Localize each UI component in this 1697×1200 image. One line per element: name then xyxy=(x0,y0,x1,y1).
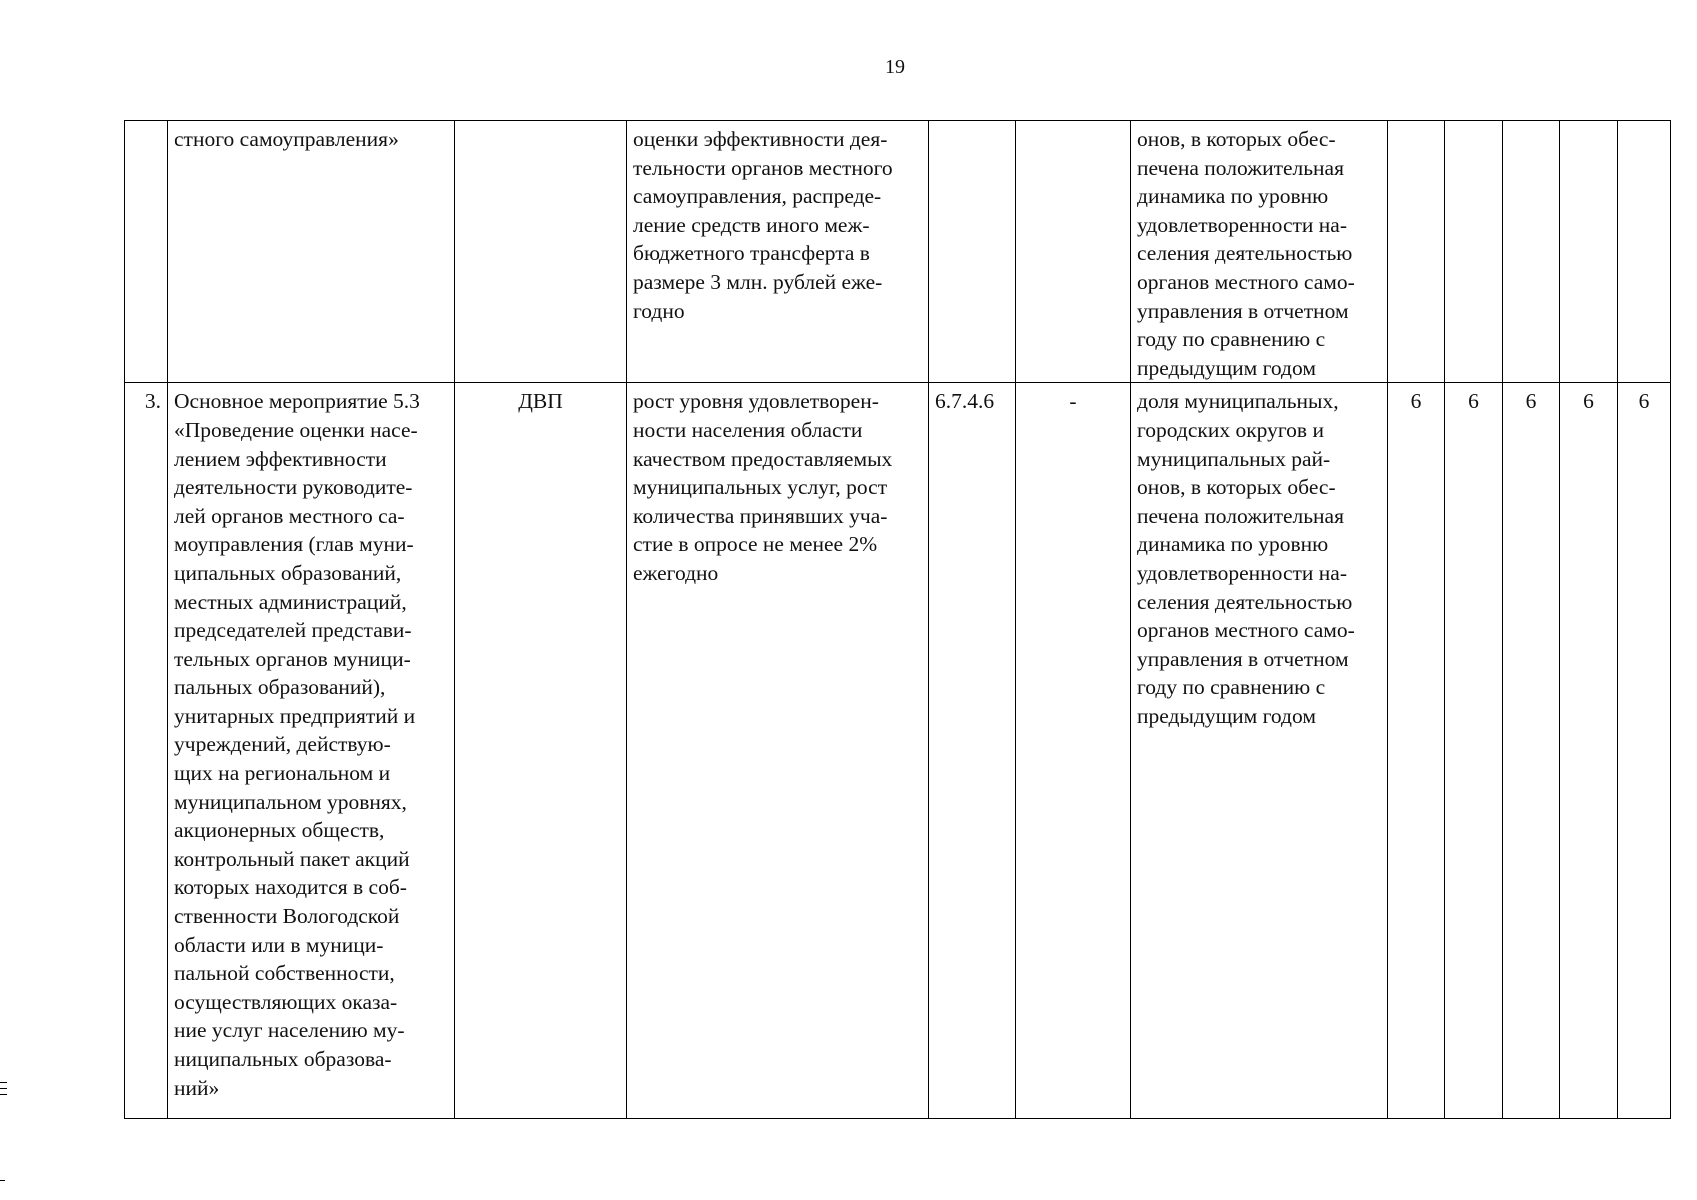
value-cell xyxy=(1618,121,1671,383)
indicator-cell: доля муниципальных, городских округов и муниципальных рай- онов, в которых обес- печена положительная динамика по уровню удовлетворенности на- селения деятельностью органов местного само- управления в отчетном году по сравнению с предыдущим годом xyxy=(1131,383,1388,1119)
expected-result-cell: оценки эффективности дея- тельности органов местного самоуправления, распреде- ление средств иного меж- бюджетного трансферта в размере 3 млн. рублей еже- годно xyxy=(627,121,929,383)
value-cell xyxy=(1445,121,1503,383)
expected-result-cell: рост уровня удовлетворен- ности населения области качеством предоставляемых муниципальных услуг, рост количества принявших уча- стие в опросе не менее 2% ежегодно xyxy=(627,383,929,1119)
value-cell: 6 xyxy=(1503,383,1560,1119)
table-row xyxy=(125,383,1671,1119)
value-cell: 6 xyxy=(1388,383,1445,1119)
value-cell: 6 xyxy=(1618,383,1671,1119)
program-table xyxy=(124,120,1671,1119)
row-number-cell xyxy=(125,121,168,383)
dash-cell xyxy=(1016,121,1131,383)
row-number-cell: 3. xyxy=(125,383,168,1119)
scan-margin-mark xyxy=(0,1082,7,1083)
task-code-cell xyxy=(929,121,1016,383)
scan-margin-mark xyxy=(0,1180,5,1181)
task-code-cell: 6.7.4.6 xyxy=(929,383,1016,1119)
scan-margin-mark xyxy=(0,1094,7,1095)
value-cell xyxy=(1503,121,1560,383)
value-cell: 6 xyxy=(1445,383,1503,1119)
value-cell xyxy=(1560,121,1618,383)
dash-cell: - xyxy=(1016,383,1131,1119)
indicator-cell: онов, в которых обес- печена положительная динамика по уровню удовлетворенности на- селения деятельностью органов местного само- управления в отчетном году по сравнению с предыдущим годом xyxy=(1131,121,1388,383)
page-number: 19 xyxy=(885,56,905,78)
value-cell: 6 xyxy=(1560,383,1618,1119)
executor-cell xyxy=(455,121,627,383)
value-cell xyxy=(1388,121,1445,383)
event-name-cell: Основное мероприятие 5.3 «Проведение оценки насе- лением эффективности деятельности руководите- лей органов местного са- моуправления (глав муни- ципальных образований, местных администраций, председателей представи- тельных органов муници- пальных образований), унитарных предприятий и учреждений, действую- щих на региональном и муниципальном уровнях, акционерных обществ, контрольный пакет акций которых находится в соб- ственности Вологодской области или в муници- пальной собственности, осуществляющих оказа- ние услуг населению му- ниципальных образова- ний» xyxy=(168,383,455,1119)
scan-margin-mark xyxy=(0,1088,7,1089)
table-row xyxy=(125,121,1671,383)
executor-cell: ДВП xyxy=(455,383,627,1119)
event-name-cell: стного самоуправления» xyxy=(168,121,455,383)
